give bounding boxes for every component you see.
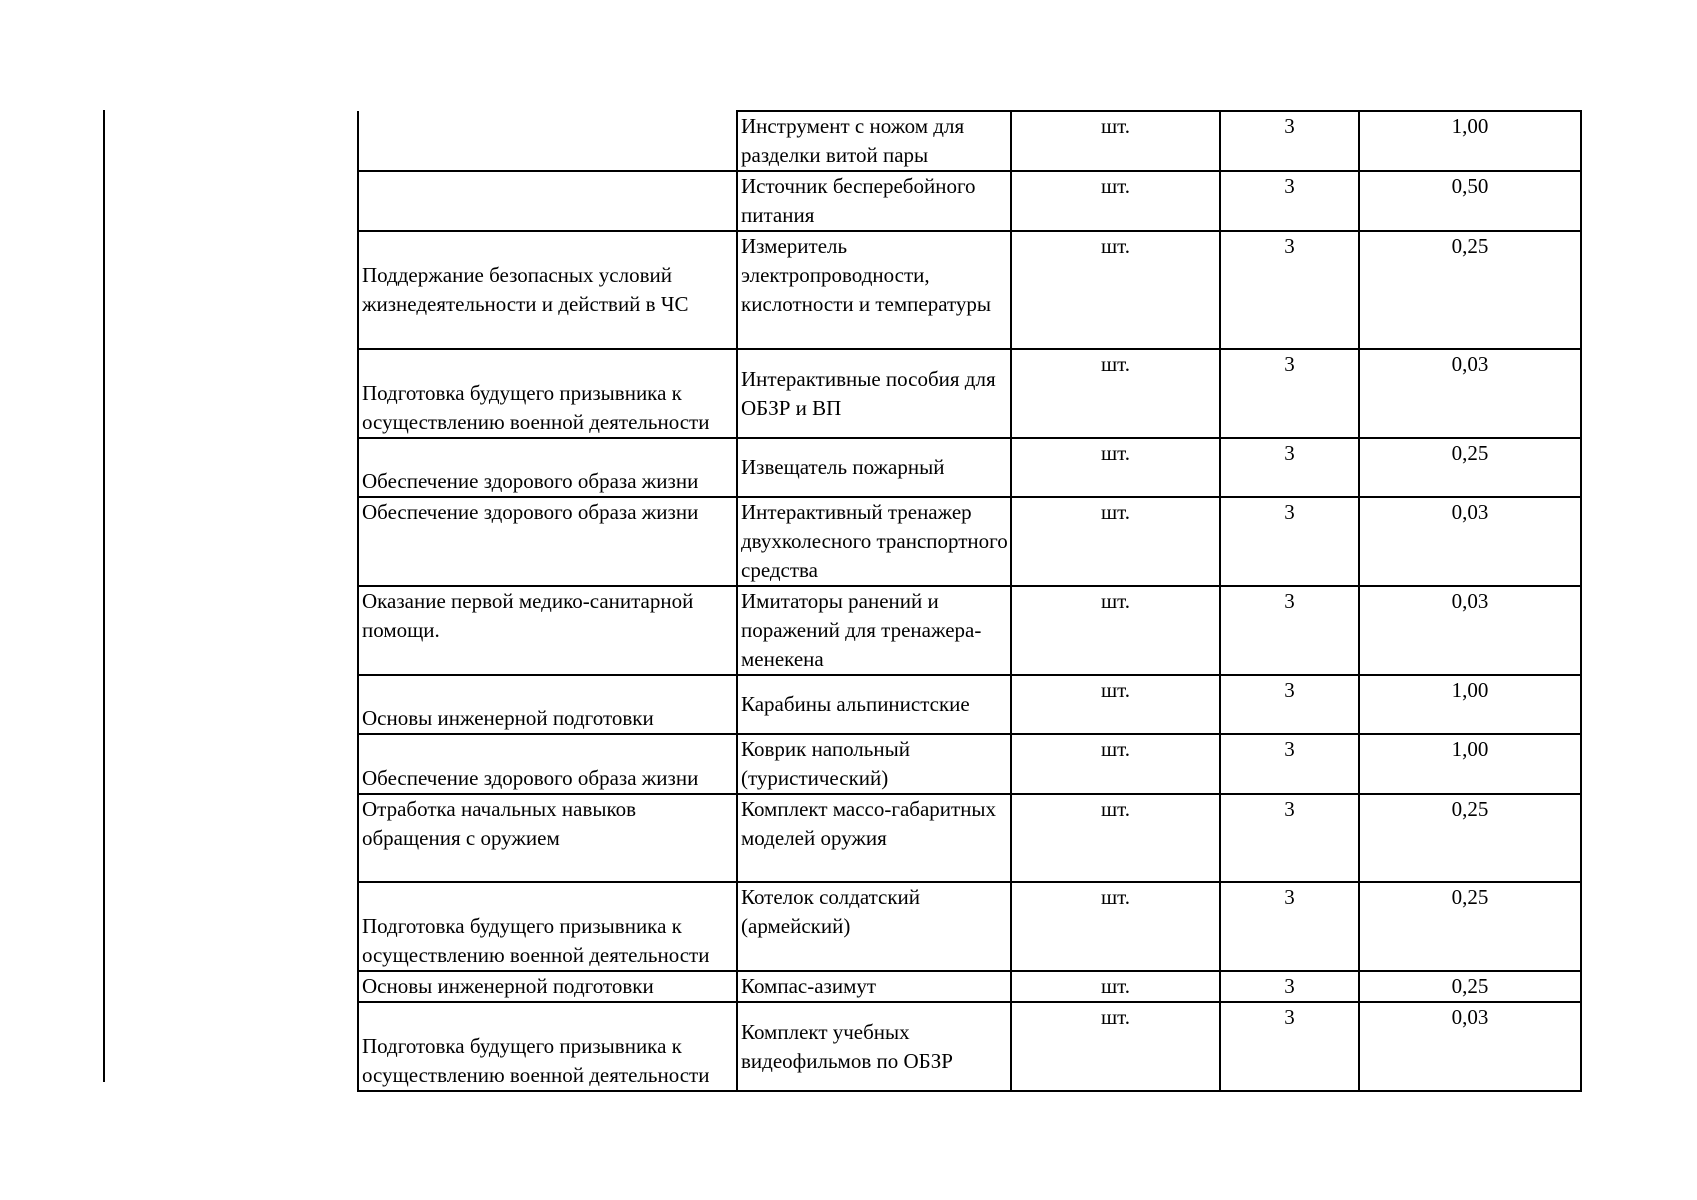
qty-cell: 3 bbox=[1220, 349, 1359, 438]
table-row bbox=[358, 497, 1581, 586]
section-cell: Подготовка будущего призывника к осуществлению военной деятельности bbox=[358, 1002, 737, 1091]
coef-cell: 0,03 bbox=[1359, 1002, 1581, 1091]
section-cell: Отработка начальных навыков обращения с оружием bbox=[358, 794, 737, 882]
item-cell: Интерактивные пособия для ОБЗР и ВП bbox=[737, 349, 1011, 438]
coef-cell: 0,03 bbox=[1359, 586, 1581, 675]
table-row bbox=[358, 794, 1581, 882]
table-row bbox=[358, 349, 1581, 438]
coef-cell: 0,25 bbox=[1359, 882, 1581, 971]
table-row bbox=[358, 438, 1581, 497]
section-cell: Оказание первой медико-санитарной помощи. bbox=[358, 586, 737, 675]
item-cell: Комплект массо-габаритных моделей оружия bbox=[737, 794, 1011, 882]
table-row bbox=[358, 882, 1581, 971]
section-cell: Обеспечение здорового образа жизни bbox=[358, 497, 737, 586]
section-cell: Обеспечение здорового образа жизни bbox=[358, 734, 737, 794]
coef-cell: 0,03 bbox=[1359, 349, 1581, 438]
unit-cell: шт. bbox=[1011, 497, 1220, 586]
unit-cell: шт. bbox=[1011, 438, 1220, 497]
item-cell: Измеритель электропроводности, кислотности и температуры bbox=[737, 231, 1011, 349]
item-cell: Компас-азимут bbox=[737, 971, 1011, 1002]
qty-cell: 3 bbox=[1220, 586, 1359, 675]
section-cell bbox=[358, 111, 737, 171]
item-cell: Коврик напольный (туристический) bbox=[737, 734, 1011, 794]
coef-cell: 0,50 bbox=[1359, 171, 1581, 231]
table-row bbox=[358, 971, 1581, 1002]
unit-cell: шт. bbox=[1011, 675, 1220, 734]
unit-cell: шт. bbox=[1011, 971, 1220, 1002]
table-row bbox=[358, 111, 1581, 171]
item-cell: Источник бесперебойного питания bbox=[737, 171, 1011, 231]
section-cell: Подготовка будущего призывника к осуществлению военной деятельности bbox=[358, 349, 737, 438]
item-cell: Интерактивный тренажер двухколесного транспортного средства bbox=[737, 497, 1011, 586]
item-cell: Инструмент с ножом для разделки витой пары bbox=[737, 111, 1011, 171]
unit-cell: шт. bbox=[1011, 231, 1220, 349]
table-row bbox=[358, 586, 1581, 675]
section-cell: Основы инженерной подготовки bbox=[358, 971, 737, 1002]
section-cell: Поддержание безопасных условий жизнедеятельности и действий в ЧС bbox=[358, 231, 737, 349]
qty-cell: 3 bbox=[1220, 794, 1359, 882]
section-cell: Подготовка будущего призывника к осуществлению военной деятельности bbox=[358, 882, 737, 971]
table-row bbox=[358, 231, 1581, 349]
unit-cell: шт. bbox=[1011, 794, 1220, 882]
qty-cell: 3 bbox=[1220, 171, 1359, 231]
coef-cell: 1,00 bbox=[1359, 111, 1581, 171]
coef-cell: 0,25 bbox=[1359, 971, 1581, 1002]
item-cell: Карабины альпинистские bbox=[737, 675, 1011, 734]
item-cell: Извещатель пожарный bbox=[737, 438, 1011, 497]
qty-cell: 3 bbox=[1220, 734, 1359, 794]
page-left-border bbox=[103, 110, 105, 1082]
coef-cell: 0,03 bbox=[1359, 497, 1581, 586]
table-row bbox=[358, 171, 1581, 231]
item-cell: Комплект учебных видеофильмов по ОБЗР bbox=[737, 1002, 1011, 1091]
section-cell: Основы инженерной подготовки bbox=[358, 675, 737, 734]
unit-cell: шт. bbox=[1011, 734, 1220, 794]
table-row bbox=[358, 1002, 1581, 1091]
qty-cell: 3 bbox=[1220, 438, 1359, 497]
unit-cell: шт. bbox=[1011, 349, 1220, 438]
qty-cell: 3 bbox=[1220, 971, 1359, 1002]
unit-cell: шт. bbox=[1011, 111, 1220, 171]
qty-cell: 3 bbox=[1220, 1002, 1359, 1091]
equipment-table bbox=[357, 110, 1582, 1092]
section-cell bbox=[358, 171, 737, 231]
unit-cell: шт. bbox=[1011, 586, 1220, 675]
item-cell: Котелок солдатский (армейский) bbox=[737, 882, 1011, 971]
qty-cell: 3 bbox=[1220, 882, 1359, 971]
unit-cell: шт. bbox=[1011, 1002, 1220, 1091]
section-cell: Обеспечение здорового образа жизни bbox=[358, 438, 737, 497]
item-cell: Имитаторы ранений и поражений для тренажера-менекена bbox=[737, 586, 1011, 675]
unit-cell: шт. bbox=[1011, 882, 1220, 971]
qty-cell: 3 bbox=[1220, 497, 1359, 586]
coef-cell: 1,00 bbox=[1359, 734, 1581, 794]
qty-cell: 3 bbox=[1220, 675, 1359, 734]
coef-cell: 1,00 bbox=[1359, 675, 1581, 734]
qty-cell: 3 bbox=[1220, 231, 1359, 349]
table-row bbox=[358, 734, 1581, 794]
coef-cell: 0,25 bbox=[1359, 794, 1581, 882]
coef-cell: 0,25 bbox=[1359, 438, 1581, 497]
unit-cell: шт. bbox=[1011, 171, 1220, 231]
qty-cell: 3 bbox=[1220, 111, 1359, 171]
coef-cell: 0,25 bbox=[1359, 231, 1581, 349]
table-row bbox=[358, 675, 1581, 734]
